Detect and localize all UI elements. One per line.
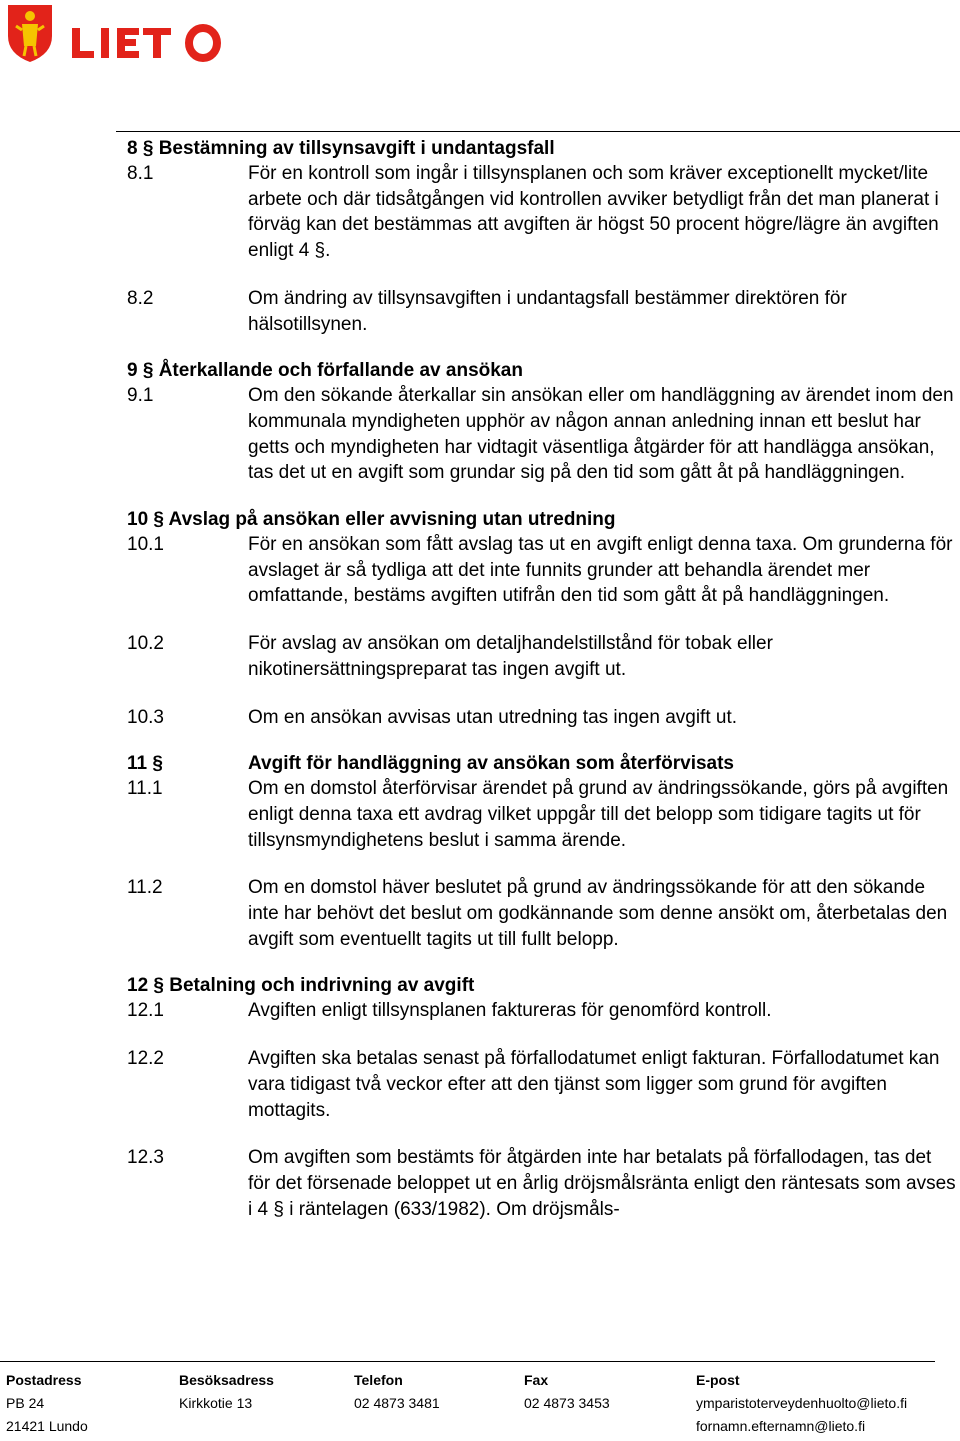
clause-8-1 [127,161,957,264]
section-12-heading: 12 § Betalning och indrivning av avgift [127,975,475,997]
clause-text: Avgiften enligt tillsynsplanen faktureras för genomförd kontroll. [248,1000,772,1022]
clause-number: 9.1 [127,385,154,407]
section-10-heading: 10 § Avslag på ansökan eller avvisning utan utredning [127,509,616,531]
clause-text: För en kontroll som ingår i tillsynsplanen och som kräver exceptionellt mycket/lite arbete och där tidsåtgången vid kontrollen avviker betydligt från det man planerat i förväg kan det bestämmas att avgiften är högst 50 procent högre/lägre än avgiften enligt 4 §. [248,163,939,262]
footer-row-1 [6,1395,956,1418]
footer-header-row [6,1372,956,1395]
clause-text: För avslag av ansökan om detaljhandelstillstånd för tobak eller nikotinersättningspreparat tas ingen avgift ut. [248,633,773,680]
clause-text: Avgiften ska betalas senast på förfallodatumet enligt fakturan. Förfallodatumet kan vara tidigast två veckor efter att den tjänst som ligger som grund för avgiften mottagits. [248,1048,940,1121]
coat-of-arms-icon [6,2,221,64]
lieto-logo [6,2,221,64]
clause-12-2 [127,1046,957,1123]
footer-divider [0,1361,935,1362]
clause-12-1 [127,998,957,1024]
clause-text: Om en ansökan avvisas utan utredning tas ingen avgift ut. [248,706,738,728]
clause-number: 12.3 [127,1147,164,1169]
section-9-heading: 9 § Återkallande och förfallande av ansökan [127,360,523,382]
clause-text: Om avgiften som bestämts för åtgärden inte har betalats på förfallodagen, tas det för det försenade beloppet ut en årlig dröjsmålsränta enligt den räntesats som avses i 4 § i räntelagen (633/1982). Om dröjsmåls- [248,1147,956,1220]
clause-number: 8.2 [127,287,154,309]
clause-text: Om en domstol återförvisar ärendet på grund av ändringssökande, görs på avgiften enligt denna taxa ett avdrag vilket uppgår till det belopp som tidigare tagits ut för tillsynsmyndighetens beslut i samma ärende. [248,778,949,851]
clause-number: 11.1 [127,778,163,800]
clause-number: 8.1 [127,163,154,184]
clause-10-3 [127,705,957,731]
clause-number: 10.2 [127,633,164,655]
section-number: 11 § [127,753,163,775]
section-title: Avgift för handläggning av ansökan som återförvisats [248,753,735,775]
clause-number: 11.2 [127,877,163,899]
footer-email-template[interactable]: fornamn.efternamn@lieto.fi [696,1418,866,1434]
page-footer [6,1372,956,1441]
section-8-heading: 8 § Bestämning av tillsynsavgift i undantagsfall [127,138,555,159]
clause-number: 10.3 [127,706,164,728]
footer-email-link[interactable]: ymparistoterveydenhuolto@lieto.fi [696,1395,908,1411]
footer-phone: 02 4873 3481 [354,1395,440,1411]
header-divider [116,131,960,132]
clause-8-2 [127,286,957,337]
footer-label-besoksadress: Besöksadress [179,1372,274,1388]
document-body [127,136,957,1222]
clause-text: Om en domstol häver beslutet på grund av ändringssökande för att den sökande inte har behövt det beslut om godkännande som denne ansökt om, återbetalas den avgift som eventuellt tagits ut till fullt belopp. [248,877,948,950]
clause-text: Om den sökande återkallar sin ansökan eller om handläggning av ärendet inom den kommunala myndigheten upphör av någon annan anledning innan ett beslut har getts och myndigheten har vidtagit väsentliga åtgärder för att handlägga ansökan, tas det ut en avgift som grundar sig på den tid som gått åt på handläggningen. [248,385,954,484]
clause-9-1 [127,383,957,486]
section-11-heading [127,751,957,776]
footer-postbox: PB 24 [6,1395,45,1411]
clause-text: För en ansökan som fått avslag tas ut en avgift enligt denna taxa. Om grunderna för avslaget är så tydliga att det inte funnits grunder att behandla ärendet mer omfattande, bestäms avgiften utifrån den tid som gått åt på handläggningen. [248,534,953,607]
clause-10-1 [127,532,957,609]
footer-postcode: 21421 Lundo [6,1418,88,1434]
footer-label-postadress: Postadress [6,1372,82,1388]
footer-label-epost: E-post [696,1372,740,1388]
clause-number: 12.2 [127,1048,164,1070]
clause-text: Om ändring av tillsynsavgiften i undantagsfall bestämmer direktören för hälsotillsynen. [248,287,847,335]
clause-12-3 [127,1145,957,1222]
footer-label-fax: Fax [524,1372,549,1388]
clause-11-2 [127,875,957,952]
clause-number: 12.1 [127,1000,164,1022]
clause-number: 10.1 [127,534,164,556]
footer-street: Kirkkotie 13 [179,1395,253,1411]
footer-label-telefon: Telefon [354,1372,403,1388]
clause-10-2 [127,631,957,682]
clause-11-1 [127,776,957,853]
footer-fax: 02 4873 3453 [524,1395,610,1411]
